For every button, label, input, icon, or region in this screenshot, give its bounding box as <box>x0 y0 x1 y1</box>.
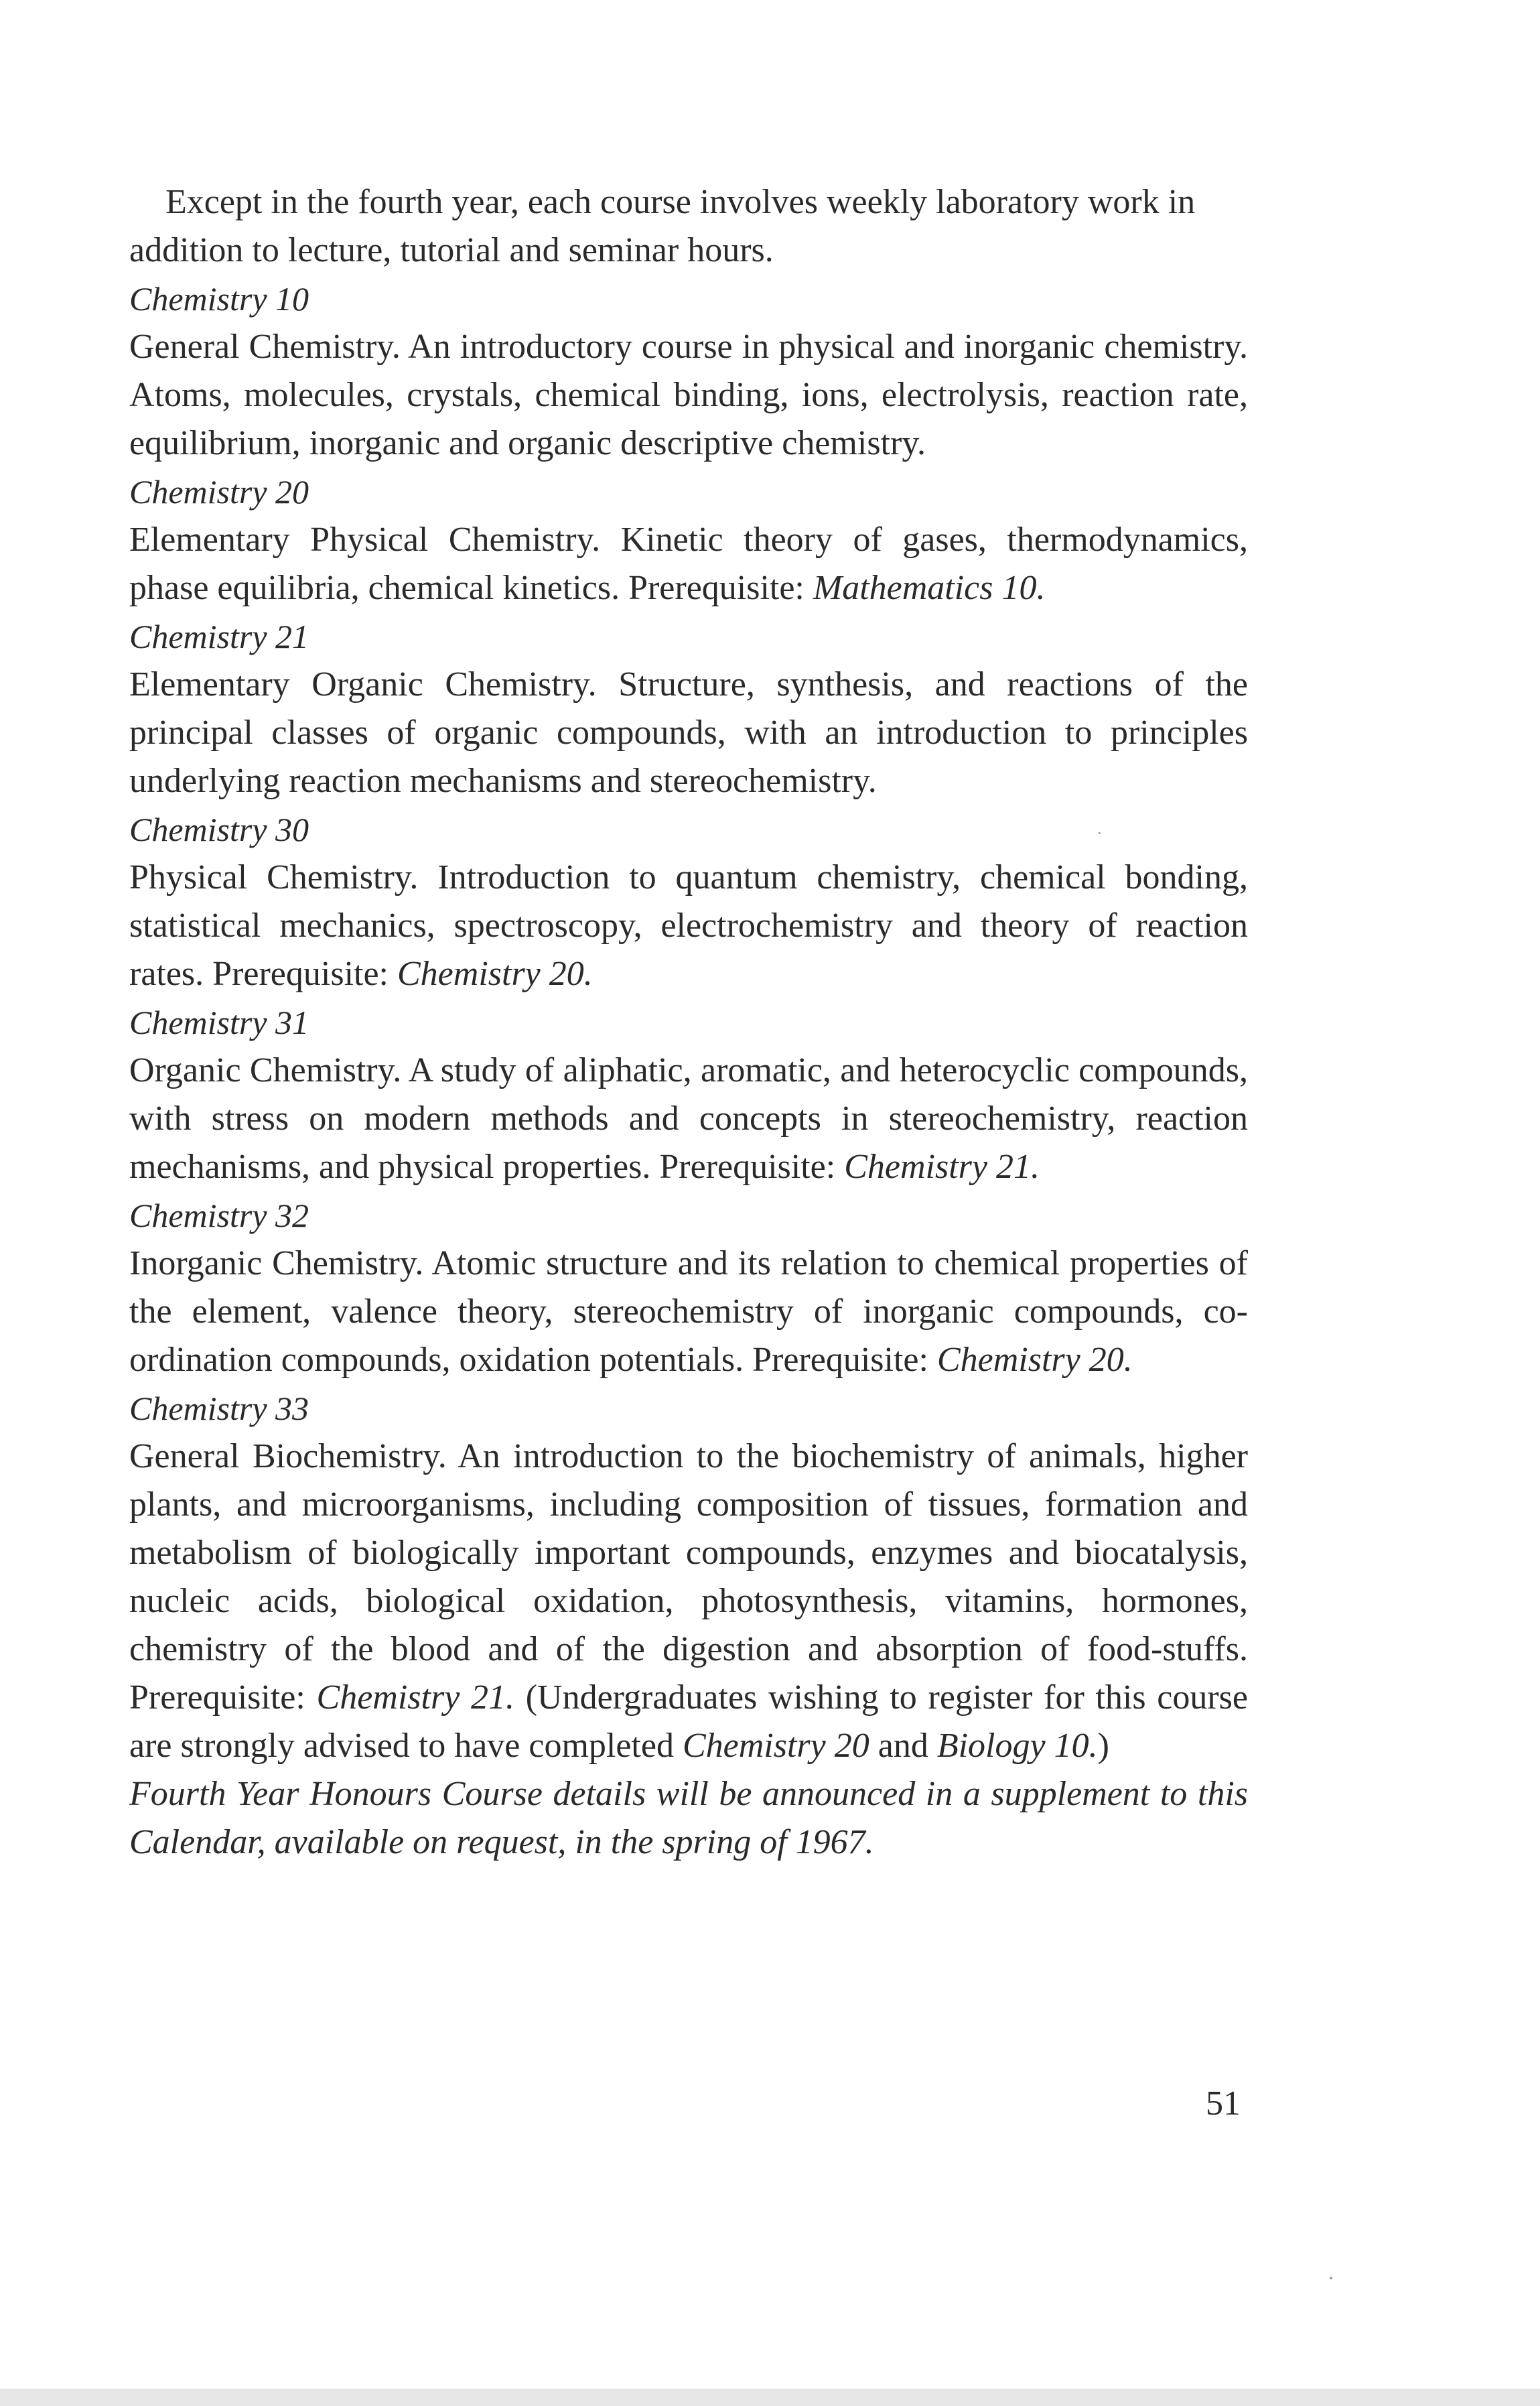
course-list <box>129 275 1248 1770</box>
page-bottom-edge <box>0 2389 1540 2406</box>
prerequisite-label: Prerequisite: <box>212 955 389 993</box>
prerequisite-label: Prerequisite: <box>129 1678 305 1717</box>
course-title: Chemistry 10 <box>129 280 309 318</box>
course-description <box>129 323 1248 468</box>
course-title: Chemistry 31 <box>129 1004 309 1041</box>
course-title: Chemistry 33 <box>129 1390 309 1427</box>
course-description <box>129 661 1248 805</box>
prerequisite-course: Mathematics 10. <box>813 569 1046 607</box>
course-description-text: Elementary Physical Chemistry. Kinetic theory of gases, thermodynamics, phase equilibria, chemical kinetics. <box>129 521 1248 607</box>
course-description-text: Organic Chemistry. A study of aliphatic, aromatic, and heterocyclic compounds, with stress on modern methods and concepts in stereochemistry, reaction mechanisms, and physical properties. <box>129 1051 1248 1186</box>
prerequisite-course: Chemistry 21. <box>844 1148 1040 1186</box>
course-title: Chemistry 32 <box>129 1197 309 1234</box>
course-description <box>129 1047 1248 1191</box>
course-description <box>129 1240 1248 1384</box>
advisory-course: Biology 10. <box>936 1727 1098 1765</box>
course-description <box>129 854 1248 998</box>
prerequisite-label: Prerequisite: <box>752 1341 928 1379</box>
course-description-text: Inorganic Chemistry. Atomic structure and its relation to chemical properties of the element, valence theory, stereochemistry of inorganic compounds, co-ordination compounds, oxidation potentials. <box>129 1244 1248 1379</box>
advisory-text: (Undergraduates wishing to register for this course are strongly advised to have completed <box>129 1678 1248 1765</box>
course-description-text: Physical Chemistry. Introduction to quantum chemistry, chemical bonding, statistical mechanics, spectroscopy, electrochemistry and theory of reaction rates. <box>129 858 1248 993</box>
advisory-text: ) <box>1097 1727 1109 1765</box>
advisory-course: Chemistry 20 <box>682 1727 869 1765</box>
course-description-text: General Biochemistry. An introduction to the biochemistry of animals, higher plants, and microorganisms, including composition of tissues, formation and metabolism of biologically important compounds, enzymes and biocatalysis, nucleic acids, biological oxidation, photosynthesis, vitamins, hormones, chemistry of the blood and of the digestion and absorption of food-stuffs. <box>129 1437 1248 1668</box>
prerequisite-course: Chemistry 20. <box>936 1341 1133 1379</box>
honours-note: Fourth Year Honours Course details will be announced in a supplement to this Calendar, available on request, in the spring of 1967. <box>129 1775 1248 1861</box>
course-description-text: Elementary Organic Chemistry. Structure, synthesis, and reactions of the principal classes of organic compounds, with an introduction to principles underlying reaction mechanisms and stereochemistry. <box>129 665 1248 800</box>
page-number: 51 <box>1206 2084 1241 2123</box>
course-title: Chemistry 20 <box>129 473 309 511</box>
course-title: Chemistry 21 <box>129 618 309 655</box>
course-description <box>129 1432 1248 1770</box>
prerequisite-course: Chemistry 21. <box>316 1678 514 1717</box>
paper-speck <box>1330 2277 1332 2279</box>
prerequisite-label: Prerequisite: <box>659 1148 836 1186</box>
course-title: Chemistry 30 <box>129 811 309 848</box>
calendar-text <box>129 178 1248 1867</box>
course-description <box>129 516 1248 612</box>
prerequisite-course: Chemistry 20. <box>397 955 593 993</box>
paper-speck <box>1099 832 1101 834</box>
intro-paragraph: Except in the fourth year, each course involves weekly laboratory work in addition to lecture, tutorial and seminar hours. <box>129 183 1196 269</box>
prerequisite-label: Prerequisite: <box>628 569 804 607</box>
advisory-text: and <box>878 1727 928 1765</box>
course-description-text: General Chemistry. An introductory course in physical and inorganic chemistry. Atoms, molecules, crystals, chemical binding, ions, electrolysis, reaction rate, equilibrium, inorganic and organic descriptive chemistry. <box>129 328 1248 462</box>
